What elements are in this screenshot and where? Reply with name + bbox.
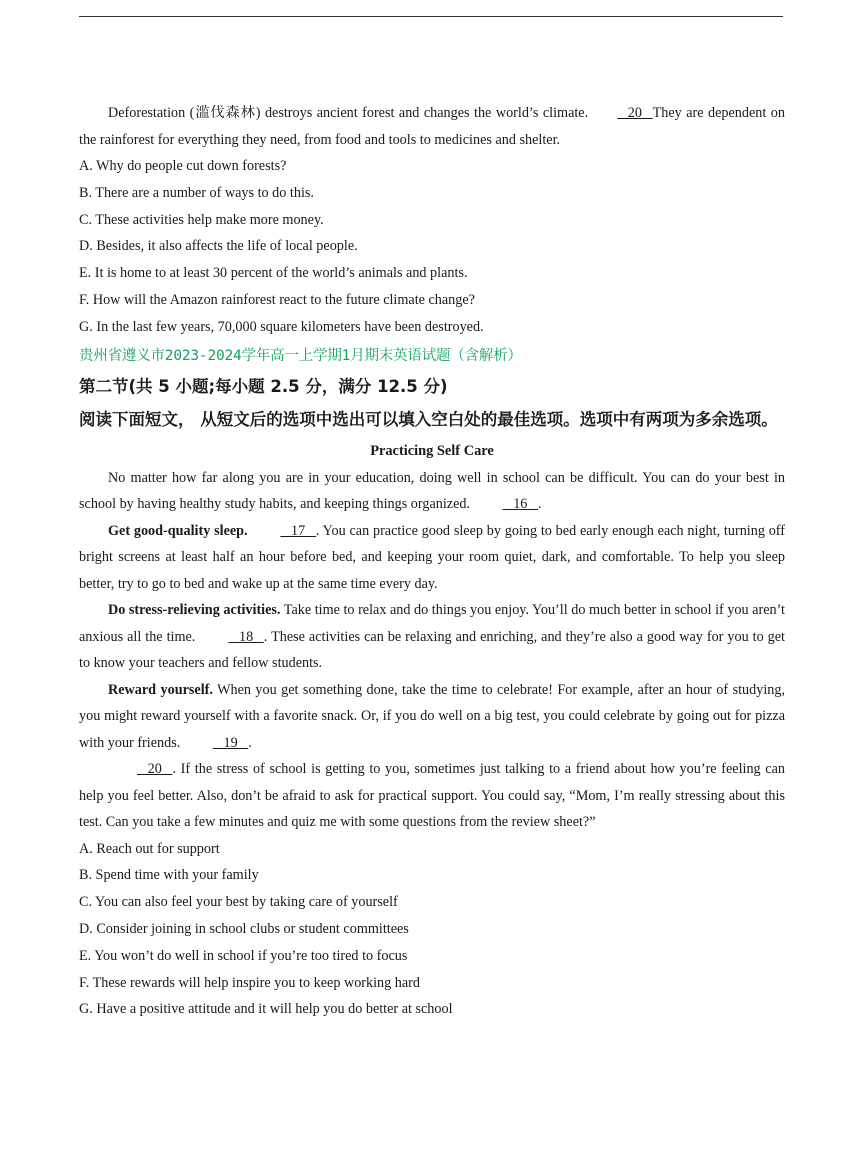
option2-c: C. You can also feel your best by taking care of yourself [79,894,398,911]
part1-text-after: They are dependent on the rainforest for everything they need, from food and tools to medicines and shelter. [79,105,785,148]
option2-f: F. These rewards will help inspire you to keep working hard [79,974,420,991]
p2-text: . You can practice good sleep by going to bed early enough each night, turning off bright screens at least half an hour before bed, and keeping your room quiet, dark, and comfortable. To help you sleep better, try to go to bed and wake up at the same time every day. [79,522,785,592]
option2-e: E. You won’t do well in school if you’re too tired to focus [79,947,408,964]
part1-paragraph [79,100,785,153]
p4-end: . [248,734,252,751]
passage-paragraph-3 [79,597,785,677]
p1-text: No matter how far along you are in your education, doing well in school can be difficult. You can do your best in school by having healthy study habits, and keeping things organized. [79,469,785,513]
option2-g: G. Have a positive attitude and it will help you do better at school [79,1001,453,1018]
passage-paragraph-1 [79,465,785,518]
passage-paragraph-5 [79,756,785,836]
header-rule [79,16,783,17]
option-f: F. How will the Amazon rainforest react to the future climate change? [79,291,475,308]
p3-lead: Do stress-relieving activities. [108,602,281,619]
option-d: D. Besides, it also affects the life of local people. [79,238,358,255]
option2-a: A. Reach out for support [79,840,220,857]
blank-18: 18 [228,628,264,645]
p3-end: . These activities can be relaxing and enriching, and they’re also a good way for you to get to know your teachers and fellow students. [79,628,785,672]
option-b: B. There are a number of ways to do this. [79,184,314,201]
blank-16: 16 [502,496,539,513]
option-c: C. These activities help make more money. [79,211,324,228]
option-g: G. In the last few years, 70,000 square kilometers have been destroyed. [79,318,484,335]
option-e: E. It is home to at least 30 percent of the world’s animals and plants. [79,265,468,282]
passage-paragraph-2 [79,518,785,598]
blank-20: 20 [137,761,173,778]
blank-19: 19 [212,734,249,751]
passage-paragraph-4 [79,677,785,757]
blank-20-part1: 20 [617,105,653,121]
option2-b: B. Spend time with your family [79,867,259,884]
source-title: 贵州省遵义市2023-2024学年高一上学期1月期末英语试题（含解析） [79,347,522,364]
p2-lead: Get good-quality sleep. [108,522,248,539]
part1-text-before: Deforestation (滥伐森林) destroys ancient forest and changes the world’s climate. [108,105,589,121]
instruction: 阅读下面短文， 从短文后的选项中选出可以填入空白处的最佳选项。选项中有两项为多余选项。 [79,409,778,429]
p4-text: When you get something done, take the time to celebrate! For example, after an hour of studying, you might reward yourself with a favorite snack. Or, if you do well on a big test, you could celebrate by going out for pizza with your friends. [79,681,785,751]
section-heading: 第二节(共 5 小题;每小题 2.5 分，满分 12.5 分) [79,376,448,396]
option-a: A. Why do people cut down forests? [79,158,287,174]
p4-lead: Reward yourself. [108,681,213,698]
p1-end: . [538,496,542,513]
passage-title: Practicing Self Care [370,442,494,459]
p5-text: . If the stress of school is getting to you, sometimes just talking to a friend about how you’re feeling can help you feel better. Also, don’t be afraid to ask for practical support. You could say, “Mom, I’m really stressing about this test. Can you take a few minutes and quiz me with some questions from the review sheet?” [79,761,785,831]
p3-text: Take time to relax and do things you enjoy. You’ll do much better in school if you aren’t anxious all the time. [79,602,785,645]
document-body [79,100,785,1023]
option2-d: D. Consider joining in school clubs or student committees [79,920,409,937]
blank-17: 17 [280,522,316,539]
